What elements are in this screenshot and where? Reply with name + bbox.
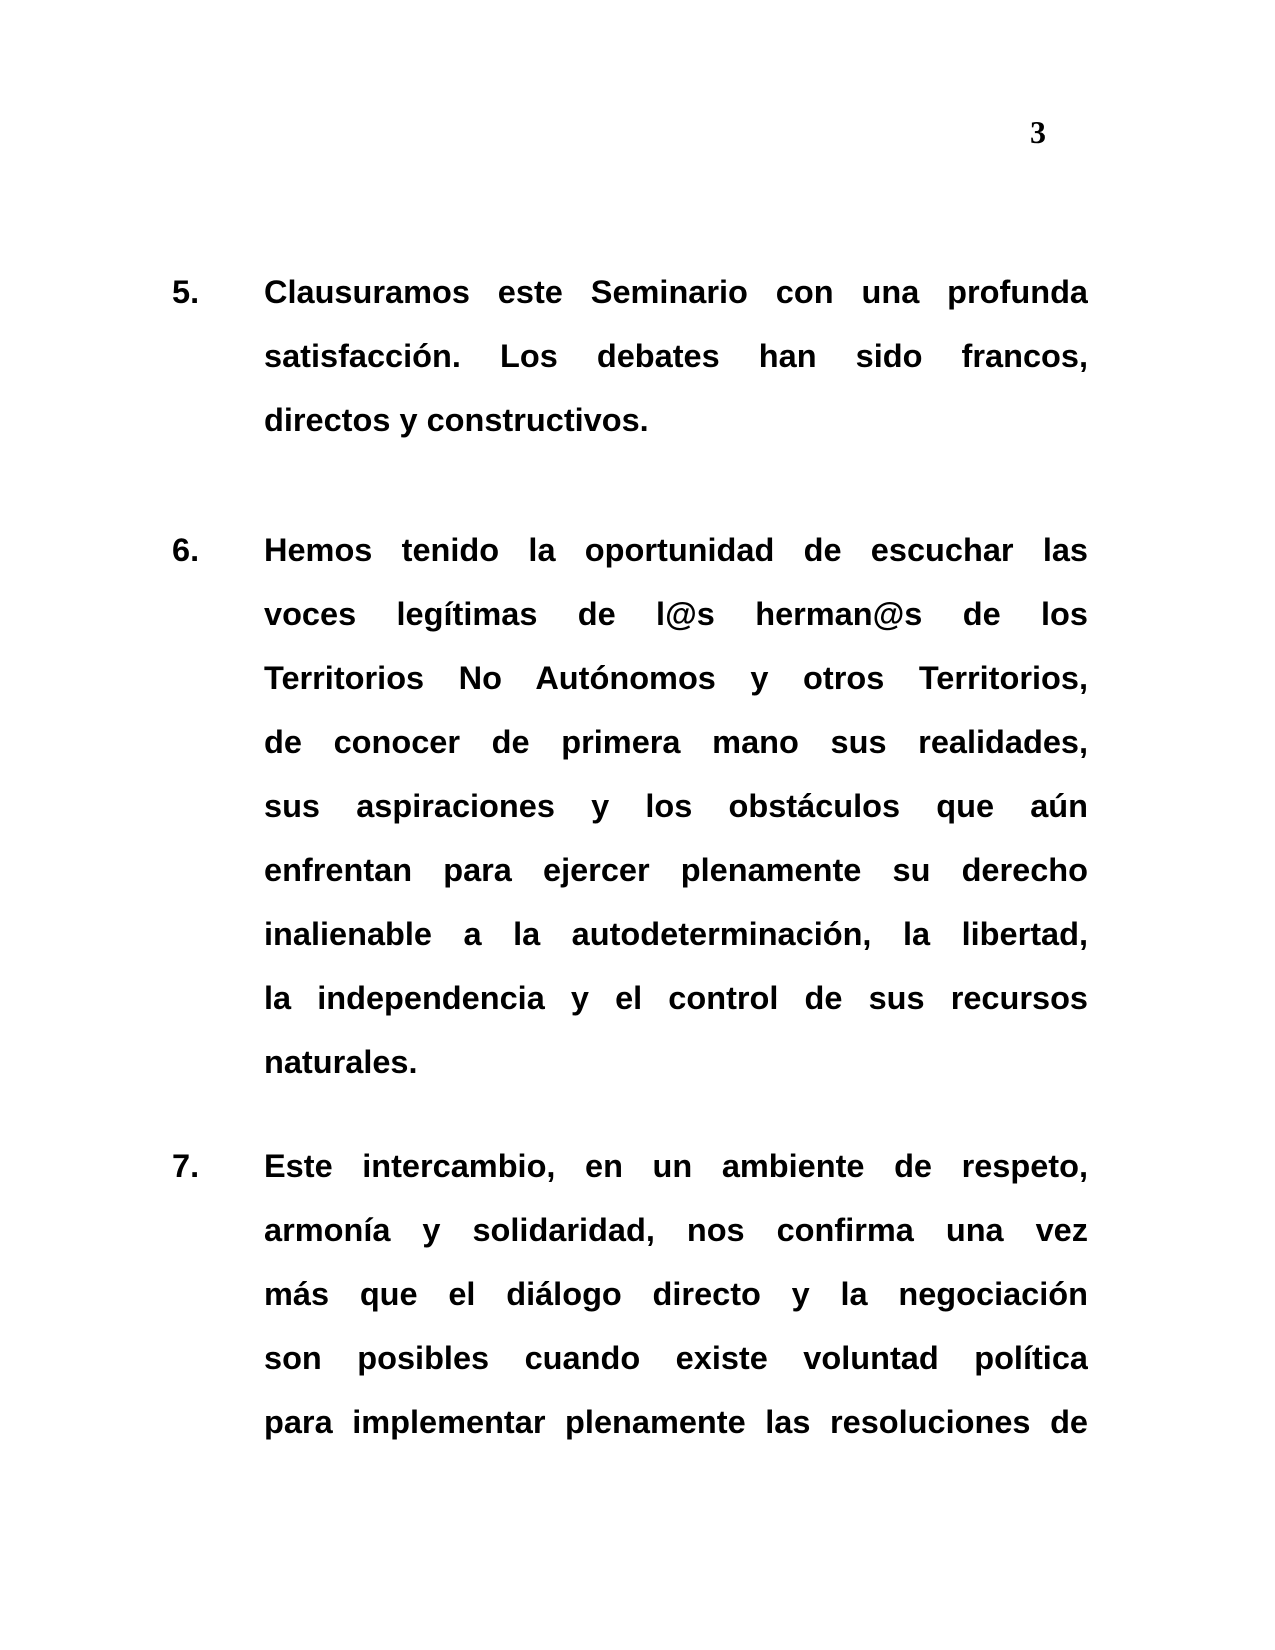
text-line: sus aspiraciones y los obstáculos que aún <box>264 788 1088 824</box>
paragraph-text <box>264 260 1088 452</box>
text-line: satisfacción. Los debates han sido francos, <box>264 338 1088 374</box>
paragraph-number: 6. <box>172 532 200 568</box>
text-line: Territorios No Autónomos y otros Territorios, <box>264 660 1088 696</box>
text-line: inalienable a la autodeterminación, la libertad, <box>264 916 1088 952</box>
text-line: para implementar plenamente las resoluciones de <box>264 1404 1088 1440</box>
text-line: directos y constructivos. <box>264 402 649 438</box>
text-line: Clausuramos este Seminario con una profunda <box>264 274 1088 310</box>
text-line: más que el diálogo directo y la negociación <box>264 1276 1088 1312</box>
text-line: de conocer de primera mano sus realidades, <box>264 724 1088 760</box>
paragraph-number: 7. <box>172 1148 200 1184</box>
text-line: Este intercambio, en un ambiente de respeto, <box>264 1148 1088 1184</box>
text-line: la independencia y el control de sus recursos <box>264 980 1088 1016</box>
text-line: Hemos tenido la oportunidad de escuchar las <box>264 532 1088 568</box>
text-line: enfrentan para ejercer plenamente su derecho <box>264 852 1088 888</box>
text-line: voces legítimas de l@s herman@s de los <box>264 596 1088 632</box>
text-line: armonía y solidaridad, nos confirma una vez <box>264 1212 1088 1248</box>
text-line: naturales. <box>264 1044 418 1080</box>
page-number: 3 <box>1030 114 1046 150</box>
paragraph-number: 5. <box>172 274 200 310</box>
text-line: son posibles cuando existe voluntad política <box>264 1340 1088 1376</box>
paragraph-text <box>264 1134 1088 1454</box>
paragraph-text <box>264 518 1088 1094</box>
